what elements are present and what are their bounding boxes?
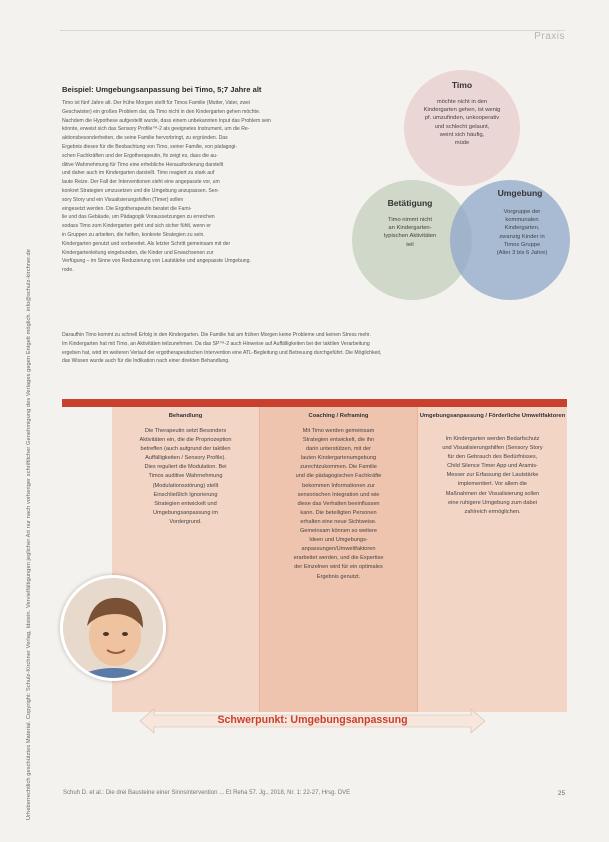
story-text [62, 99, 362, 275]
column-line: und die pädagogischen Fachkräfte [295, 473, 382, 480]
venn-line: Vorgruppe der [503, 209, 541, 215]
citation-footer: Schuh D. et al.: Die drei Bausteine einer Sinnsintervention ... Et Reha 57. Jg., 2018, Nr. 1: 22-27, Hrsg. DVE [63, 790, 351, 796]
venn-title-umgebung: Umgebung [497, 188, 543, 198]
column-line: Strategien entwickelt und [154, 500, 217, 507]
story-line: Timo ist fünf Jahre alt. Der frühe Morgen stellt für Timos Familie (Mutter, Vater, zwei [62, 100, 250, 106]
venn-line: müde [454, 140, 470, 147]
venn-line: weint sich häufig, [439, 131, 485, 138]
red-banner-strip [62, 399, 567, 407]
column-line: Ergebnis genutzt. [316, 573, 361, 580]
story-line: Kindergarten genutzt und vorbereitet. Als letzter Schritt gemeinsam mit der [62, 240, 231, 247]
story-line: Daraufhin Timo kommt zu schnell Erfolg in den Kindergarten. Die Familie hat am frühen Morgen keine Probleme und keinen Stress mehr. [62, 332, 371, 338]
story-line: in Gruppen zu arbeiten, die helfen, konkrete Strategien zu sein. [62, 231, 205, 238]
story-line: Geschwister) ein großes Problem dar, da Timo nicht in den Kindergarten gehen möchte. [62, 108, 261, 115]
venn-text-betaetigung [360, 216, 460, 249]
story-line: Im Kindergarten hat mit Timo, an Aktivitäten teilzunehmen. Da das SP™-2 auch Hinweise auf Auffälligkeiten bei der taktilen Verarbeitung [62, 340, 370, 347]
column-line: betreffen (auch aufgrund der taktilen [140, 446, 231, 453]
column-line: Umgebungsanpassung im [153, 509, 218, 516]
venn-line: typischen Aktivitäten [383, 233, 437, 240]
column-line: Messer zur Erfassung der Lautstärke [446, 472, 539, 479]
column-line: Vordergrund. [169, 518, 202, 525]
measures-columns [112, 407, 567, 712]
column-line: Im Kindergarten werden Bedarfschutz [445, 436, 540, 442]
column-title: Behandlung [168, 413, 203, 419]
column-line: erhalten eine neue Sichtweise. [300, 518, 377, 525]
story-line: Verfügung – im Sinne von Reduzierung von Lautstärke und angepasste Umgebung. [62, 258, 251, 265]
column-line: lauten Kindergartenumgebung [300, 455, 377, 462]
venn-text-umgebung [476, 208, 568, 257]
venn-title-timo: Timo [451, 80, 473, 90]
story-line: ditive Wahrnehmung für Timo eine erhebliche Herausforderung darstellt [62, 161, 224, 168]
top-divider [60, 30, 565, 31]
column-umgebungsanpassung [418, 407, 567, 712]
column-text [270, 427, 407, 582]
story-line: konkret Strategien umzusetzen und die Umgebung anzupassen. Sen- [62, 187, 220, 194]
venn-line: zwanzig Kinder in [499, 233, 545, 240]
story-line: könnte, erweist sich das Sensory Profile™-2 als geeignetes Instrument, um die Re- [62, 126, 250, 133]
venn-text-timo [407, 98, 517, 147]
page-number: 25 [557, 790, 565, 797]
venn-line: teil [406, 241, 414, 248]
column-line: Auffälligkeiten / Sensory Profile). [145, 455, 226, 462]
venn-line: Timo nimmt nicht [388, 217, 432, 223]
column-line: bekommen Informationen zur [302, 482, 375, 489]
column-line: Mit Timo werden gemeinsam [302, 428, 375, 434]
story-line: sodass Timo zum Kindergarten geht und sich sicher fühlt, wenn er [62, 223, 211, 230]
column-line: (Modulationsstörung) stellt [152, 482, 219, 489]
story-line: Ergebnis dieses für die Beobachtung von Timo, seiner Familie, von pädagogi- [62, 143, 237, 150]
venn-title-betaetigung: Betätigung [387, 198, 433, 208]
child-portrait-photo [60, 575, 166, 681]
story-line: und daher auch im Kindergarten darstellt. Timo reagiert zu stark auf [62, 170, 215, 177]
column-line: Die Therapeutin setzt Besonders [144, 428, 227, 434]
story-line: sory Story und ein Visualisierungshilfen (Timer) sollen [62, 196, 184, 203]
story-line: lie und das Gebäude, um Pädagogik Voraussetzungen zu erreichen [62, 214, 215, 221]
story-line: eingesetzt werden. Die Ergotherapeutin beratet die Fami- [62, 205, 192, 212]
story-line: das Wissen wurde auch für die Indikation nach einer direkten Behandlung. [62, 358, 230, 365]
venn-line: an Kindergarten- [388, 225, 432, 232]
example-heading: Beispiel: Umgebungsanpassung bei Timo, 5;7 Jahre alt [62, 85, 262, 94]
column-line: Ideen und Umgebungs- [309, 537, 368, 544]
column-text [122, 427, 249, 527]
venn-line: Timos Gruppe [503, 241, 541, 248]
focus-arrow [140, 708, 485, 734]
venn-line: pf. umzufinden, unkooperativ [424, 115, 500, 122]
focus-label: Schwerpunkt: Umgebungsanpassung [217, 714, 408, 726]
column-line: zahlreich ermöglichen. [464, 508, 521, 515]
column-line: Timos auditive Wahrnehmung [148, 473, 223, 480]
column-line: Maßnahmen der Visualisierung sollen [445, 490, 540, 497]
copyright-margin-note: Urheberrechtlich geschütztes Material. Copyright: Schulz-Kirchner Verlag, Idstein. Vervielfältigungen jeglicher Art nur nach vorheriger schriftlicher Genehmigung des Verlages gegen Entgelt möglich. info@schulz-kirchner.de [26, 249, 32, 820]
story-line: Kindergartenleitung eingebunden, die Kinder und Erwachsenen zur [62, 249, 214, 256]
story-line: schen Fachkräften und der Ergotherapeutin, fix zeigt es, dass die au- [62, 152, 218, 159]
column-line: sensorischen Integration und wie [297, 491, 380, 498]
column-line: für den Gebrauch des Bedürfnisses, [447, 454, 538, 461]
story-line: Nachdem die Hypothese aufgestellt wurde, dass einem unbekannten Input das Problem sein [62, 117, 271, 124]
column-text [428, 435, 557, 517]
column-line: darin unterstützen, mit der [306, 446, 371, 453]
column-coaching [260, 407, 417, 712]
section-label: Praxis [534, 31, 565, 42]
story-line: aktionsbesonderheiten, die seine Familie hervorbringt, zu ergründen. Das [62, 135, 228, 142]
column-line: Child Silence Timer App und Aramis- [447, 463, 538, 470]
column-line: zurechtzukommen. Die Familie [300, 464, 377, 471]
column-line: und Visualisierungshilfen (Sensory Story [442, 445, 543, 452]
column-line: Aktivitäten ein, die die Propriozeption [139, 437, 232, 444]
venn-diagram [340, 70, 580, 310]
venn-line: kommunalen [505, 217, 539, 224]
venn-line: möchte nicht in den [436, 99, 488, 105]
story-line: rode. [62, 267, 74, 274]
column-line: implementiert. Vor allem die [457, 481, 528, 488]
column-line: kann. Die beteiligten Personen [300, 509, 377, 516]
column-line: der Einzelnen wird für ein optimales [294, 564, 383, 571]
column-title: Umgebungsanpassung / Förderliche Umweltfaktoren [419, 413, 566, 419]
column-line: Gemeinsam können so weitere [299, 528, 378, 535]
story-line: laute Reize. Der Fall der Interventionen sieht eine angepasste vor, um [62, 179, 220, 186]
story-line: ergeben hat, wird im weiteren Verlauf der ergotherapeutischen Intervention eine ATL-Begleitung und Betreuung durchgeführt. Die Möglichkeit, [62, 349, 382, 356]
venn-line: und schlecht gelaunt, [434, 123, 490, 130]
column-line: diese das Verhalten beeinflussen [297, 500, 380, 507]
column-line: eine ruhigere Umgebung zum dabei [448, 499, 537, 506]
story-text-continued [62, 331, 570, 366]
venn-line: Kindergarten gehen, ist wenig [423, 107, 501, 114]
column-line: erarbeitet werden, und die Expertise [293, 555, 384, 562]
column-line: anpassungen/Umweltfaktoren [301, 546, 376, 553]
column-title: Coaching / Reframing [308, 413, 369, 419]
column-line: Strategien entwickelt, die ihn [302, 437, 375, 444]
venn-line: Kindergarten, [504, 225, 540, 232]
venn-line: (Alter 3 bis 6 Jahre) [496, 250, 548, 257]
column-line: Dies reguliert die Modulation. Bei [144, 464, 227, 471]
column-line: Einschließlich Ignorierung [153, 491, 218, 498]
